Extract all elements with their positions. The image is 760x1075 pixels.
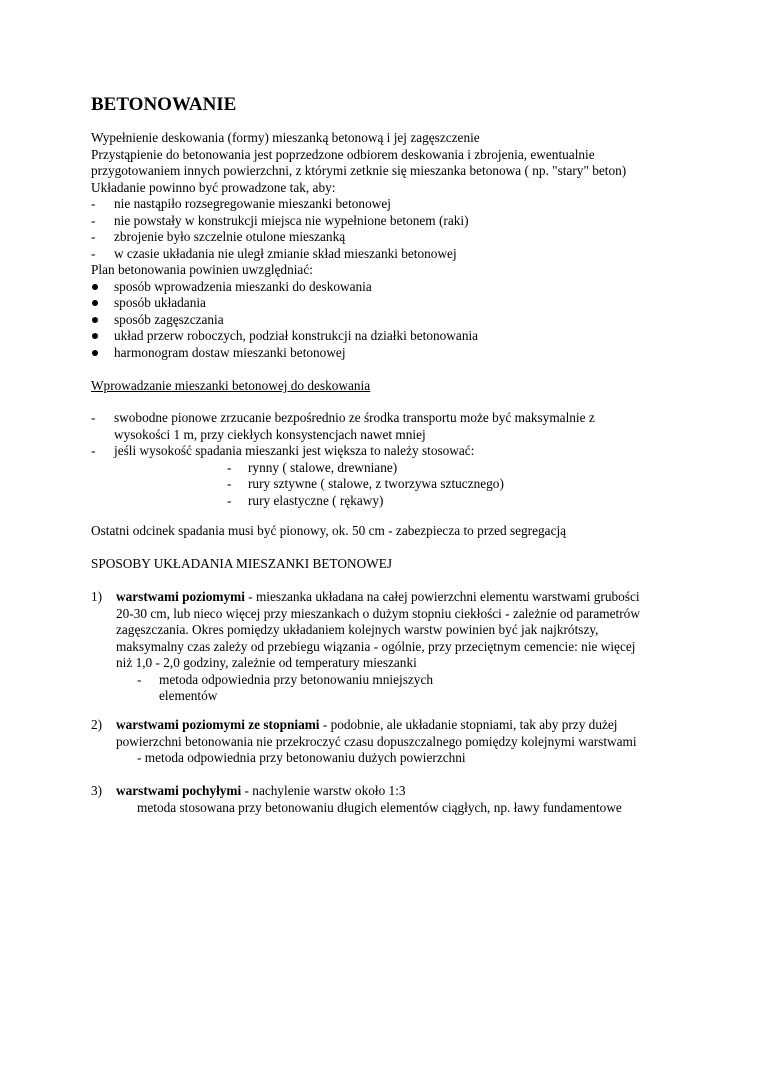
condition-item: - nie powstały w konstrukcji miejsca nie wypełnione betonem (raki) — [91, 213, 691, 230]
method-1-line — [91, 639, 691, 656]
plan-item-text: sposób zagęszczania — [114, 311, 224, 327]
condition-item: - zbrojenie było szczelnie otulone mieszanką — [91, 229, 691, 246]
intro-block — [91, 130, 691, 361]
plan-item — [91, 345, 691, 362]
plan-item-text: harmonogram dostaw mieszanki betonowej — [114, 344, 346, 360]
method-1-sub — [91, 688, 691, 705]
method-name: warstwami pochyłymi — [116, 783, 242, 798]
method-name: warstwami poziomymi ze stopniami — [116, 717, 320, 732]
method-number: 3) — [91, 783, 103, 798]
intro-line: przygotowaniem innych powierzchni, z którymi zetknie się mieszanka betonowa ( np. "stary" beton) — [91, 163, 627, 178]
method-text: - metoda odpowiednia przy betonowaniu dużych powierzchni — [137, 750, 466, 765]
method-text: powierzchni betonowania nie przekroczyć czasu dopuszczalnego pomiędzy kolejnymi warstwami — [116, 733, 637, 749]
condition-text: w czasie układania nie uległ zmianie skład mieszanki betonowej — [114, 245, 457, 261]
method-text: - podobnie, ale układanie stopniami, tak aby przy dużej — [319, 717, 618, 732]
method-2 — [91, 717, 691, 767]
condition-text: zbrojenie było szczelnie otulone mieszanką — [114, 229, 346, 244]
segregation-note: Ostatni odcinek spadania musi być pionowy, ok. 50 cm - zabezpiecza to przed segregacją — [91, 523, 567, 538]
plan-item — [91, 312, 691, 329]
method-1-line — [91, 622, 691, 639]
method-1-sub: - metoda odpowiednia przy betonowaniu mniejszych — [91, 672, 691, 689]
method-2-line — [91, 717, 691, 734]
method-text: 20-30 cm, lub nieco więcej przy mieszankach o dużym stopniu ciekłości - zależnie od parametrów — [116, 605, 640, 621]
bullet-icon — [92, 284, 98, 290]
method-2-line — [91, 750, 691, 767]
method-number: 2) — [91, 717, 103, 732]
method-sub-text: elementów — [159, 688, 218, 703]
tool-text: rynny ( stalowe, drewniane) — [248, 459, 398, 475]
method-1-line — [91, 589, 691, 606]
plan-item — [91, 279, 691, 296]
bullet-icon — [92, 317, 98, 323]
method-number: 1) — [91, 589, 103, 604]
page-title: BETONOWANIE — [91, 94, 237, 115]
plan-item-text: sposób wprowadzenia mieszanki do deskowania — [114, 278, 372, 294]
method-name: warstwami poziomymi — [116, 589, 245, 604]
introducing-text: jeśli wysokość spadania mieszanki jest większa to należy stosować: — [114, 443, 475, 458]
method-2-line — [91, 734, 691, 751]
condition-item: - nie nastąpiło rozsegregowanie mieszanki betonowej — [91, 196, 691, 213]
method-text: - mieszanka układana na całej powierzchni elementu warstwami grubości — [244, 589, 640, 604]
intro-line: Przystąpienie do betonowania jest poprzedzone odbiorem deskowania i zbrojenia, ewentualnie — [91, 146, 595, 162]
method-3-line — [91, 800, 691, 817]
method-sub-text: metoda odpowiednia przy betonowaniu mniejszych — [159, 671, 433, 687]
tool-text: rury sztywne ( stalowe, z tworzywa sztucznego) — [248, 476, 504, 491]
intro-line: Wypełnienie deskowania (formy) mieszanką betonową i jej zagęszczenie — [91, 130, 480, 145]
condition-item: - w czasie układania nie uległ zmianie skład mieszanki betonowej — [91, 246, 691, 263]
section-heading-introducing: Wprowadzanie mieszanki betonowej do deskowania — [91, 378, 371, 393]
method-text: zagęszczania. Okres pomiędzy układaniem kolejnych warstw powinien być jak najkrótszy, — [116, 622, 599, 637]
method-1-line — [91, 655, 691, 672]
method-text: maksymalny czas zależy od przebiegu wiązania - ogólnie, przy przeciętnym cemencie: nie więcej — [116, 638, 636, 654]
methods-heading: SPOSOBY UKŁADANIA MIESZANKI BETONOWEJ — [91, 556, 393, 571]
method-text: niż 1,0 - 2,0 godziny, zależnie od temperatury mieszanki — [116, 655, 417, 670]
bullet-icon — [92, 333, 98, 339]
method-3-line — [91, 783, 691, 800]
introducing-block — [91, 410, 691, 509]
bullet-icon — [92, 350, 98, 356]
condition-text: nie nastąpiło rozsegregowanie mieszanki betonowej — [114, 196, 391, 211]
tool-item: - rury sztywne ( stalowe, z tworzywa sztucznego) — [227, 476, 504, 491]
method-1 — [91, 589, 691, 705]
introducing-text: swobodne pionowe zrzucanie bezpośrednio ze środka transportu może być maksymalnie z — [114, 410, 595, 425]
method-3 — [91, 783, 691, 816]
tool-item: - rury elastyczne ( rękawy) — [227, 492, 384, 508]
method-1-line — [91, 606, 691, 623]
introducing-item: - jeśli wysokość spadania mieszanki jest większa to należy stosować: — [91, 443, 691, 460]
method-text: - nachylenie warstw około 1:3 — [241, 783, 406, 798]
plan-item — [91, 295, 691, 312]
introducing-item: - swobodne pionowe zrzucanie bezpośrednio ze środka transportu może być maksymalnie z — [91, 410, 691, 427]
tool-item: - rynny ( stalowe, drewniane) — [227, 459, 398, 475]
plan-item-text: układ przerw roboczych, podział konstrukcji na działki betonowania — [114, 328, 479, 343]
plan-item-text: sposób układania — [114, 295, 206, 310]
bullet-icon — [92, 300, 98, 306]
introducing-item-cont — [91, 427, 691, 444]
plan-heading: Plan betonowania powinien uwzględniać: — [91, 262, 313, 277]
intro-line: Układanie powinno być prowadzone tak, aby: — [91, 179, 336, 195]
tool-text: rury elastyczne ( rękawy) — [248, 492, 384, 508]
method-text: metoda stosowana przy betonowaniu długich elementów ciągłych, np. ławy fundamentowe — [137, 799, 622, 815]
introducing-text: wysokości 1 m, przy ciekłych konsystencjach nawet mniej — [114, 426, 426, 442]
plan-item — [91, 328, 691, 345]
condition-text: nie powstały w konstrukcji miejsca nie wypełnione betonem (raki) — [114, 212, 469, 228]
